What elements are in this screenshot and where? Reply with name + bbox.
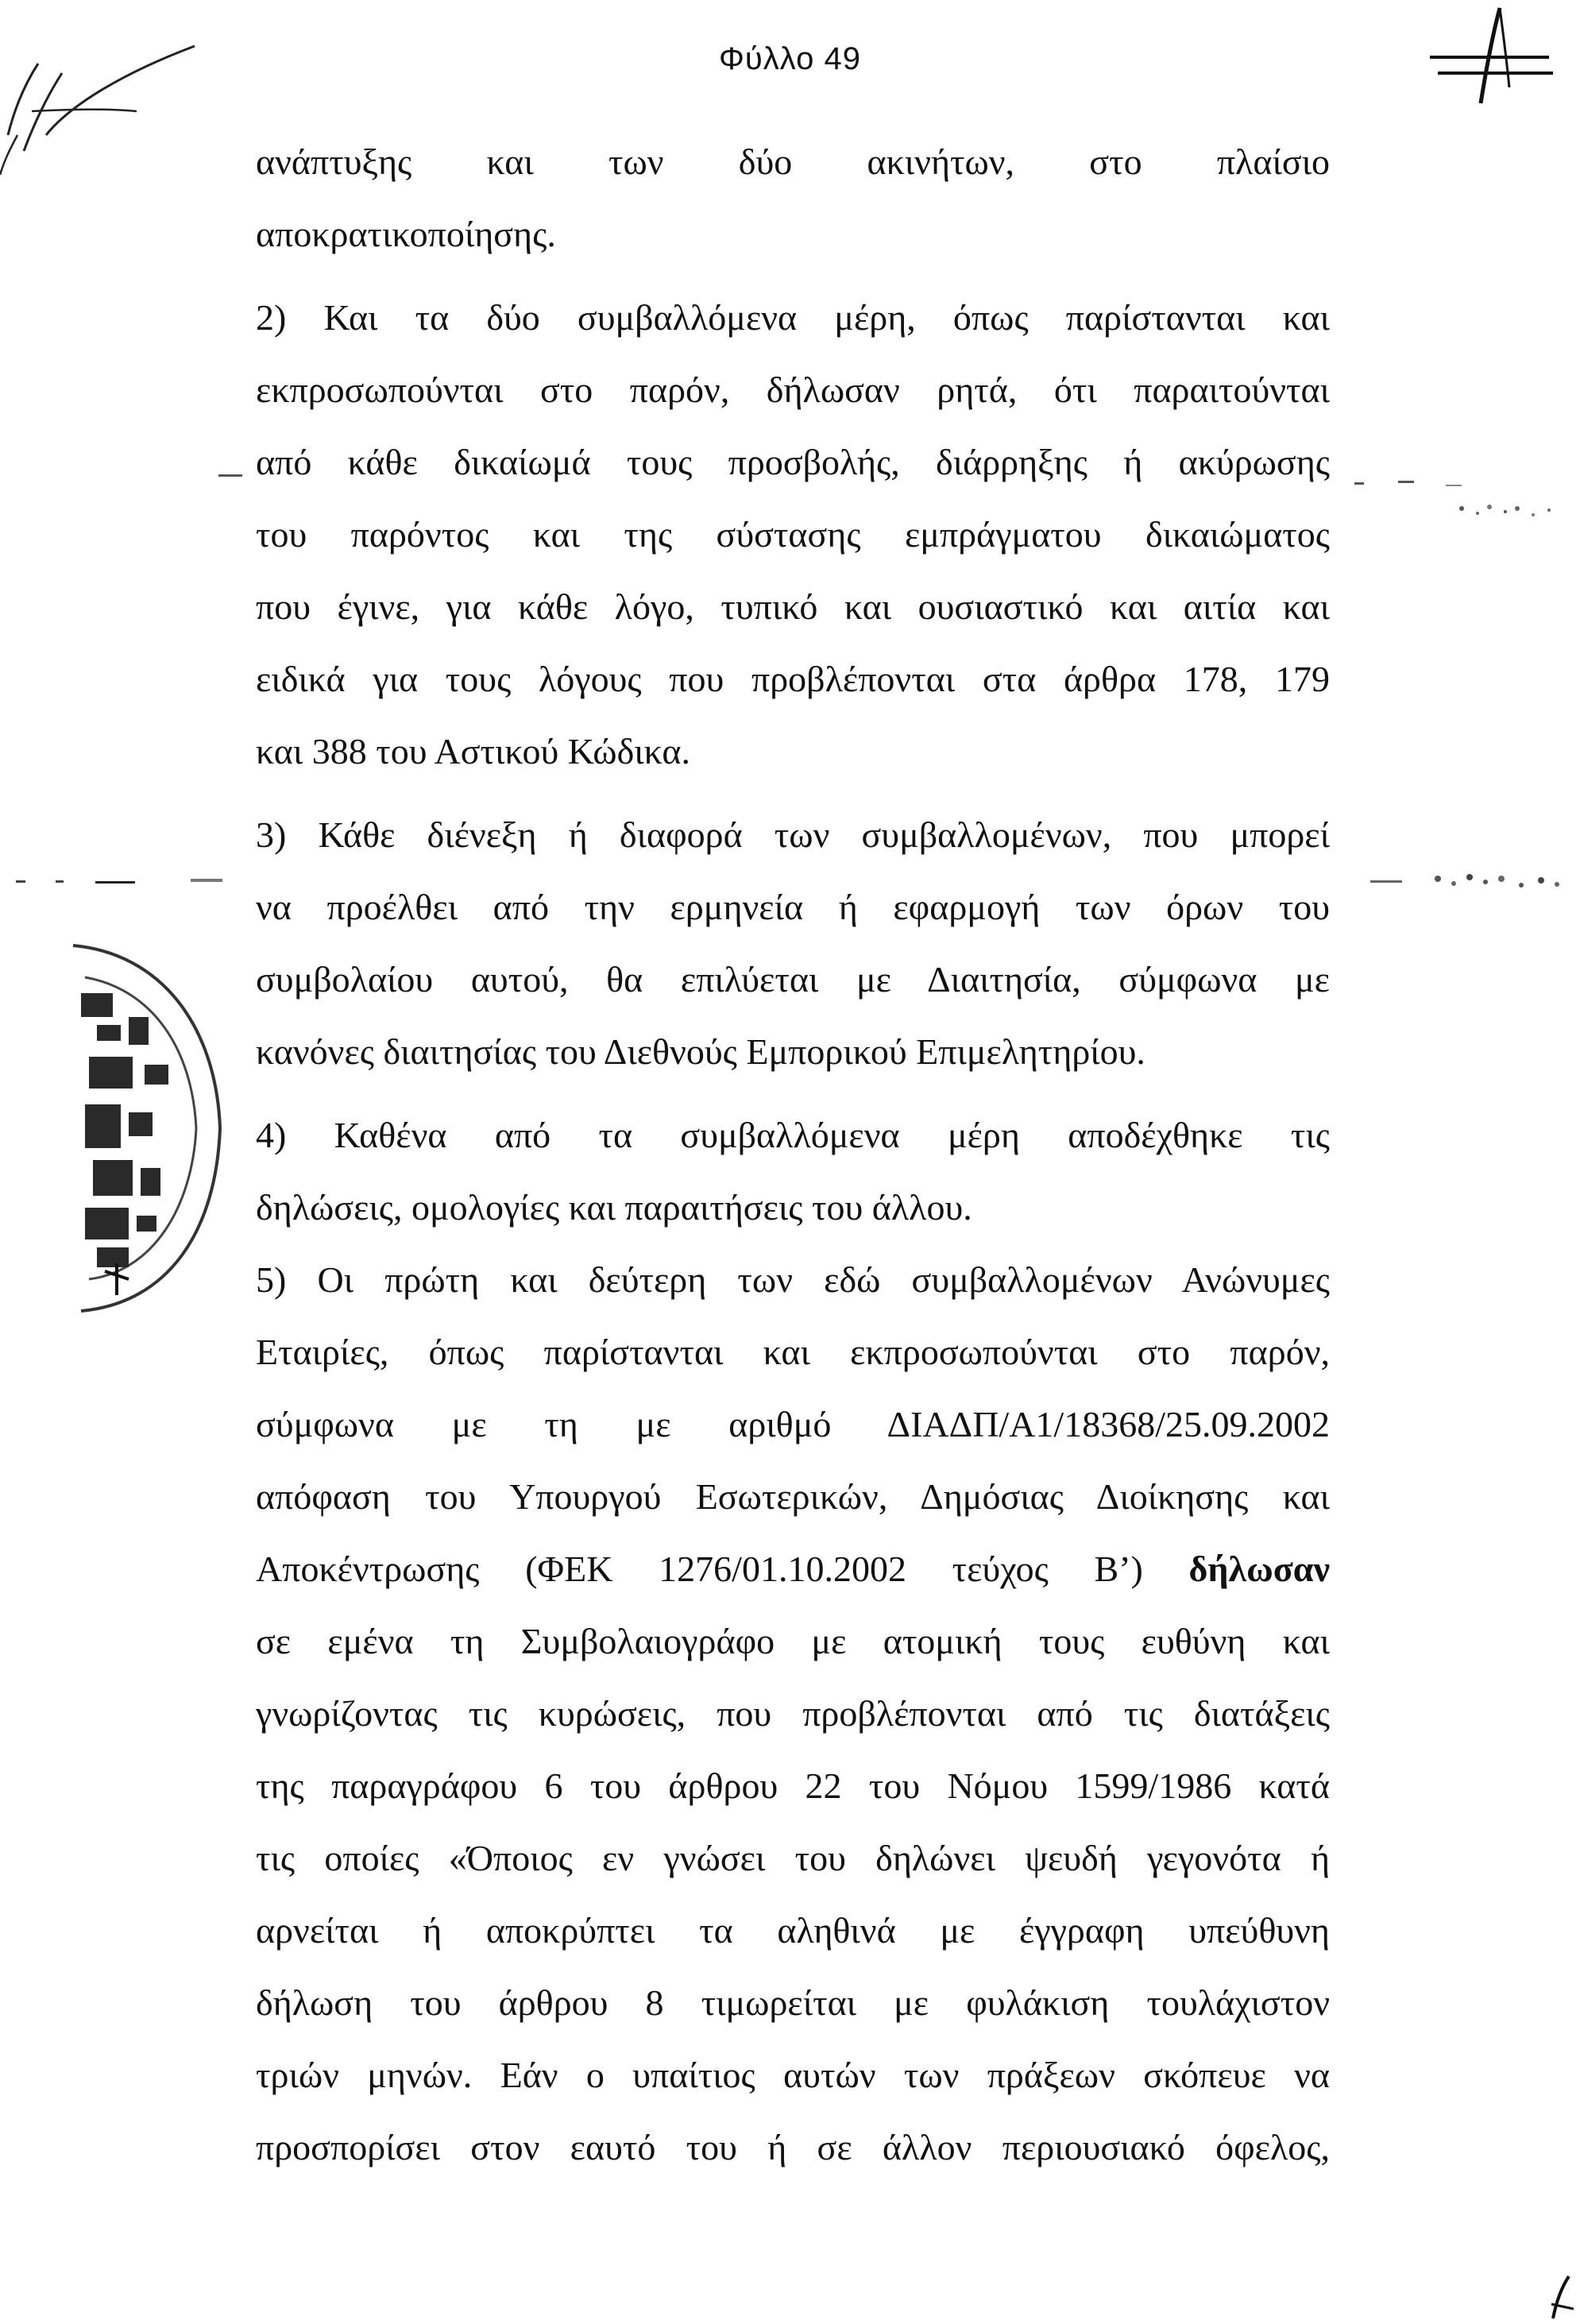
text-line: συμβολαίου αυτού, θα επιλύεται με Διαιτησία, σύμφωνα με bbox=[256, 959, 1330, 1000]
paragraph-5-line: 5) Οι πρώτη και δεύτερη των εδώ συμβαλλομένων Ανώνυμες bbox=[256, 1259, 1330, 1300]
text-line: τριών μηνών. Εάν ο υπαίτιος αυτών των πράξεων σκόπευε να bbox=[256, 2055, 1330, 2095]
scan-smudge bbox=[1350, 473, 1422, 497]
text-line: σύμφωνα με τη με αριθμό ΔΙΑΔΠ/Α1/18368/25.09.2002 bbox=[256, 1404, 1330, 1444]
bold-declared-word: δήλωσαν bbox=[1188, 1549, 1330, 1589]
text-line: κανόνες διαιτησίας του Διεθνούς Εμπορικού Επιμελητηρίου. bbox=[256, 1031, 1145, 1072]
text-line: της παραγράφου 6 του άρθρου 22 του Νόμου 1599/1986 κατά bbox=[256, 1765, 1330, 1806]
notary-seal-stamp bbox=[49, 930, 232, 1327]
text-line: δήλωση του άρθρου 8 τιμωρείται με φυλάκιση τουλάχιστον bbox=[256, 1982, 1330, 2023]
paragraph-3-line: 3) Κάθε διένεξη ή διαφορά των συμβαλλομένων, που μπορεί bbox=[256, 814, 1330, 855]
text-segment: Αποκέντρωσης (ΦΕΚ 1276/01.10.2002 τεύχος Β’) bbox=[256, 1549, 1143, 1589]
text-line: του παρόντος και της σύστασης εμπράγματου δικαιώματος bbox=[256, 514, 1330, 555]
text-line: που έγινε, για κάθε λόγο, τυπικό και ουσιαστικό και αιτία και bbox=[256, 586, 1330, 627]
text-line: Εταιρίες, όπως παρίστανται και εκπροσωπούνται στο παρόν, bbox=[256, 1332, 1330, 1372]
text-line: απόφαση του Υπουργού Εσωτερικών, Δημόσιας Διοίκησης και bbox=[256, 1476, 1330, 1517]
text-line: αρνείται ή αποκρύπτει τα αληθινά με έγγραφη υπεύθυνη bbox=[256, 1910, 1330, 1951]
scan-smudge bbox=[1366, 858, 1573, 906]
text-line: γνωρίζοντας τις κυρώσεις, που προβλέπονται από τις διατάξεις bbox=[256, 1693, 1330, 1734]
text-line: προσπορίσει στον εαυτό του ή σε άλλον περιουσιακό όφελος, bbox=[256, 2127, 1330, 2167]
sheet-number-header: Φύλλο 49 bbox=[718, 41, 862, 76]
scan-smudge bbox=[1430, 477, 1573, 540]
text-line: από κάθε δικαίωμά τους προσβολής, διάρρηξης ή ακύρωσης bbox=[256, 442, 1330, 482]
text-line: ανάπτυξης και των δύο ακινήτων, στο πλαίσιο bbox=[256, 141, 1330, 182]
document-body bbox=[256, 126, 1330, 2183]
paragraph-2-line: 2) Και τα δύο συμβαλλόμενα μέρη, όπως παρίστανται και bbox=[256, 297, 1330, 338]
text-line: εκπροσωπούνται στο παρόν, δήλωσαν ρητά, ότι παραιτούνται bbox=[256, 369, 1330, 410]
text-line: και 388 του Αστικού Κώδικα. bbox=[256, 731, 691, 771]
text-line: αποκρατικοποίησης. bbox=[256, 214, 556, 254]
paragraph-4-line: 4) Καθένα από τα συμβαλλόμενα μέρη αποδέχθηκε τις bbox=[256, 1115, 1330, 1155]
text-line: να προέλθει από την ερμηνεία ή εφαρμογή των όρων του bbox=[256, 887, 1330, 927]
text-line: σε εμένα τη Συμβολαιογράφο με ατομική τους ευθύνη και bbox=[256, 1621, 1330, 1661]
text-line: τις οποίες «Όποιος εν γνώσει του δηλώνει ψευδή γεγονότα ή bbox=[256, 1838, 1330, 1878]
scan-smudge bbox=[8, 866, 246, 898]
text-line: δηλώσεις, ομολογίες και παραιτήσεις του άλλου. bbox=[256, 1187, 972, 1228]
text-line: ειδικά για τους λόγους που προβλέπονται στα άρθρα 178, 179 bbox=[256, 659, 1330, 699]
corner-handwritten-mark bbox=[1545, 2272, 1577, 2320]
text-line bbox=[256, 1533, 1330, 1605]
scan-smudge bbox=[214, 465, 254, 489]
